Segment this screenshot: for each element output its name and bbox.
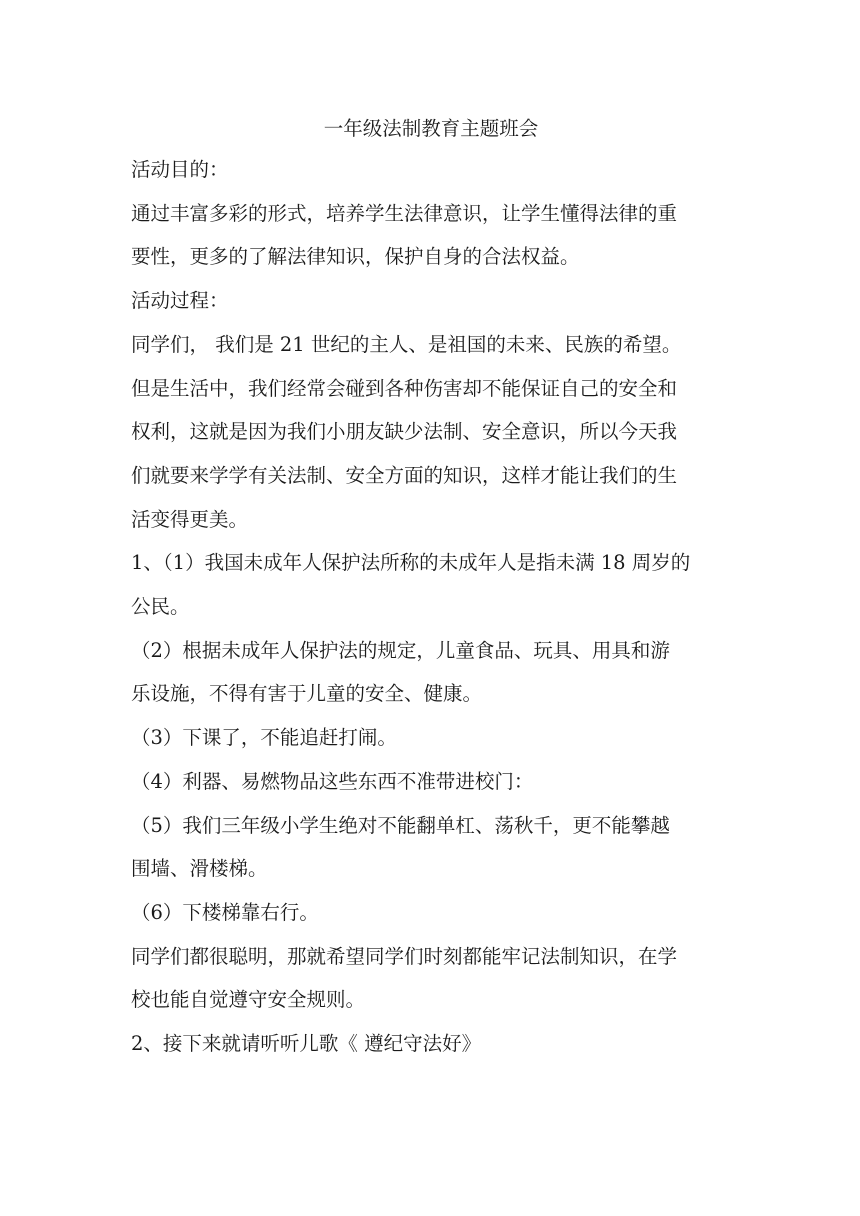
text-line-15: （4）利器、易燃物品这些东西不准带进校门：: [131, 769, 534, 793]
text-line-2: 通过丰富多彩的形式，培养学生法律意识，让学生懂得法律的重: [131, 201, 678, 225]
text-line-13: 乐设施，不得有害于儿童的安全、健康。: [131, 682, 483, 706]
text-line-5: 同学们， 我们是 21 世纪的主人、是祖国的未来、民族的希望。: [131, 332, 682, 356]
document-page: [131, 111, 731, 1066]
text-line-3: 要性，更多的了解法律知识，保护自身的合法权益。: [131, 245, 580, 269]
text-line-7: 权利，这就是因为我们小朋友缺少法制、安全意识，所以今天我: [131, 420, 678, 444]
text-line-12: （2）根据未成年人保护法的规定，儿童食品、玩具、用具和游: [131, 638, 670, 662]
text-line-10: 1、（1）我国未成年人保护法所称的未成年人是指未满 18 周岁的: [131, 551, 691, 575]
text-line-4: 活动过程：: [131, 289, 229, 313]
text-line-8: 们就要来学学有关法制、安全方面的知识，这样才能让我们的生: [131, 463, 678, 487]
text-line-19: 同学们都很聪明，那就希望同学们时刻都能牢记法制知识，在学: [131, 944, 678, 968]
text-line-20: 校也能自觉遵守安全规则。: [131, 988, 366, 1012]
text-line-1: 活动目的：: [131, 158, 229, 181]
text-line-21: 2、接下来就请听听儿歌《 遵纪守法好》: [131, 1032, 482, 1056]
text-line-17: 围墙、滑楼梯。: [131, 857, 268, 881]
text-line-9: 活变得更美。: [131, 507, 249, 531]
text-line-6: 但是生活中，我们经常会碰到各种伤害却不能保证自己的安全和: [131, 376, 678, 400]
text-line-11: 公民。: [131, 595, 190, 619]
text-line-16: （5）我们三年级小学生绝对不能翻单杠、荡秋千，更不能攀越: [131, 813, 670, 837]
text-line-14: （3）下课了，不能追赶打闹。: [131, 726, 397, 750]
text-line-18: （6）下楼梯靠右行。: [131, 900, 319, 924]
document-title: 一年级法制教育主题班会: [323, 117, 539, 140]
